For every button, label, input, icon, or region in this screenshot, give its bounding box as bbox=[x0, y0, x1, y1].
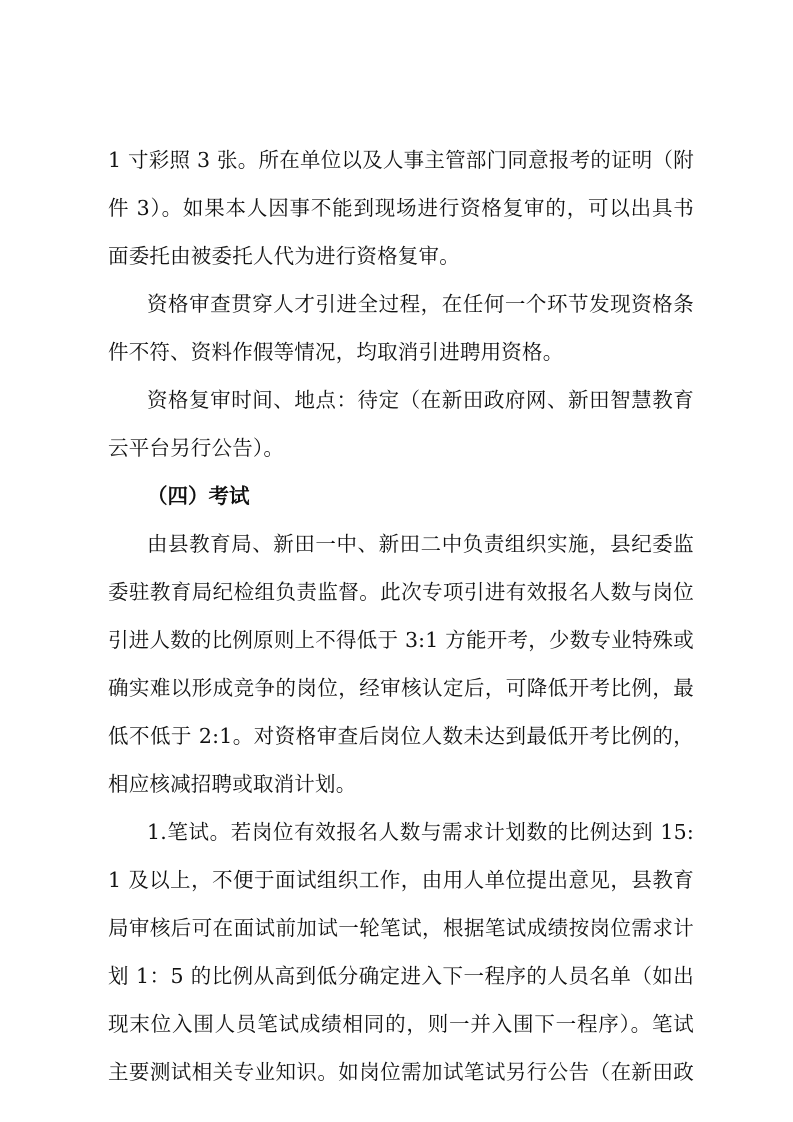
paragraph-line: 1.笔试。若岗位有效报名人数与需求计划数的比例达到 15: bbox=[147, 820, 694, 844]
paragraph-line: 低不低于 2:1。对资格审查后岗位人数未达到最低开考比例的， bbox=[108, 724, 694, 748]
paragraph-line: 确实难以形成竞争的岗位，经审核认定后，可降低开考比例，最 bbox=[108, 676, 694, 700]
paragraph-line: 资格审查贯穿人才引进全过程，在任何一个环节发现资格条 bbox=[147, 292, 694, 316]
section-heading: （四）考试 bbox=[147, 484, 250, 508]
paragraph-line: 划 1：5 的比例从高到低分确定进入下一程序的人员名单（如出 bbox=[108, 964, 694, 988]
paragraph-line: 云平台另行公告）。 bbox=[108, 436, 285, 460]
paragraph-line: 委驻教育局纪检组负责监督。此次专项引进有效报名人数与岗位 bbox=[108, 580, 694, 604]
paragraph-line: 由县教育局、新田一中、新田二中负责组织实施，县纪委监 bbox=[147, 532, 694, 556]
paragraph-line: 面委托由被委托人代为进行资格复审。 bbox=[108, 244, 460, 268]
paragraph-line: 相应核减招聘或取消计划。 bbox=[108, 772, 357, 796]
paragraph-line: 引进人数的比例原则上不得低于 3:1 方能开考，少数专业特殊或 bbox=[108, 628, 694, 652]
paragraph-line: 主要测试相关专业知识。如岗位需加试笔试另行公告（在新田政 bbox=[108, 1060, 694, 1084]
paragraph-line: 局审核后可在面试前加试一轮笔试，根据笔试成绩按岗位需求计 bbox=[108, 916, 694, 940]
paragraph-line: 1 寸彩照 3 张。所在单位以及人事主管部门同意报考的证明（附 bbox=[108, 148, 694, 172]
paragraph-line: 1 及以上，不便于面试组织工作，由用人单位提出意见，县教育 bbox=[108, 868, 694, 892]
paragraph-line: 现末位入围人员笔试成绩相同的，则一并入围下一程序）。笔试 bbox=[108, 1012, 694, 1036]
paragraph-line: 件不符、资料作假等情况，均取消引进聘用资格。 bbox=[108, 340, 564, 364]
paragraph-line: 件 3）。如果本人因事不能到现场进行资格复审的，可以出具书 bbox=[108, 196, 694, 220]
paragraph-line: 资格复审时间、地点：待定（在新田政府网、新田智慧教育 bbox=[147, 388, 694, 412]
